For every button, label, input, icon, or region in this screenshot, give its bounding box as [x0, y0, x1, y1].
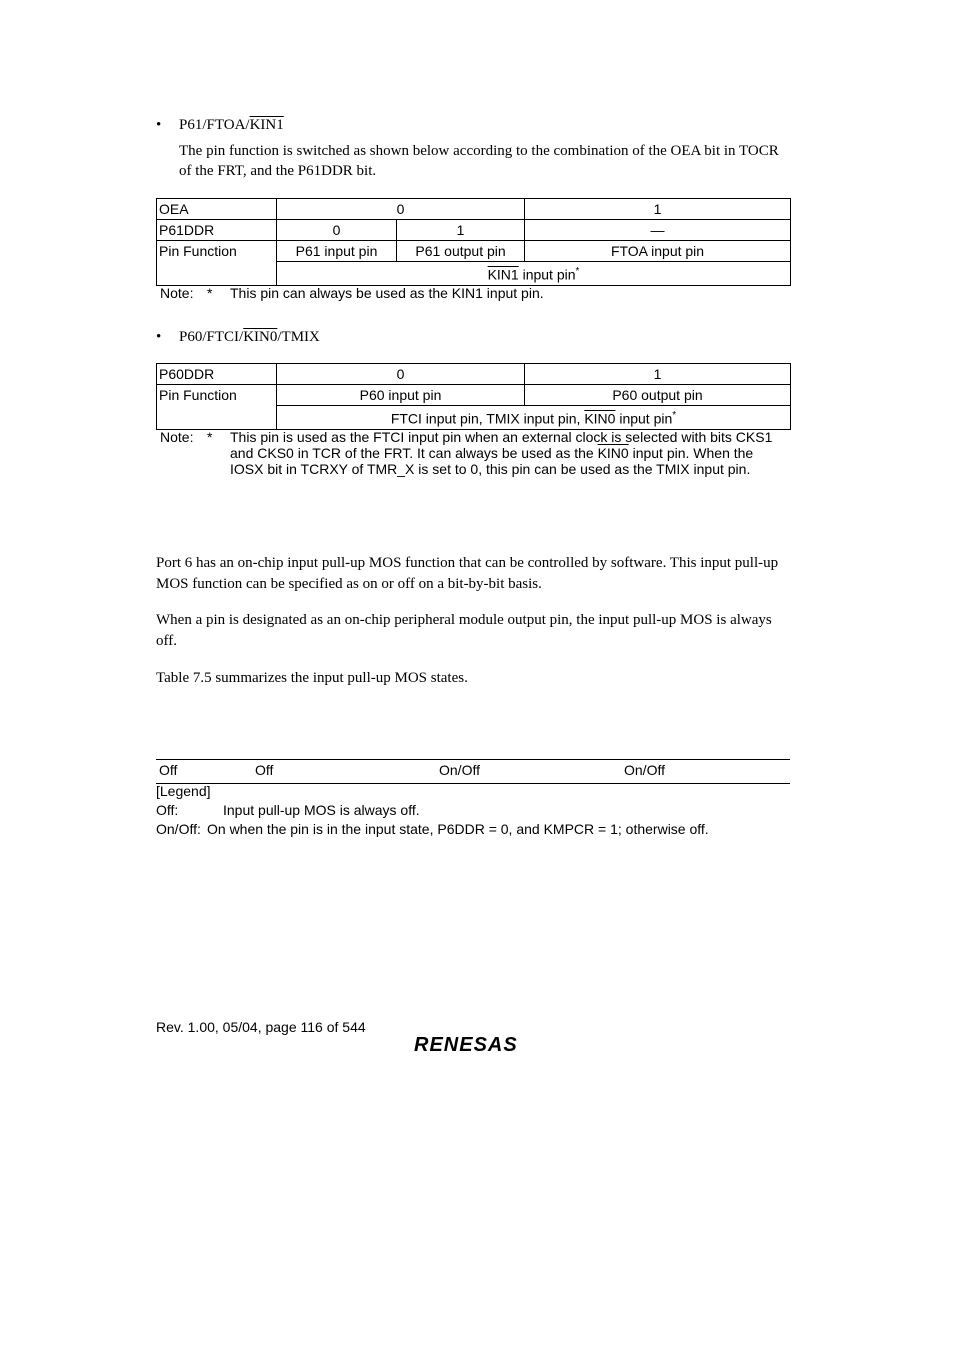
renesas-logo: RENESAS — [414, 1034, 518, 1056]
table-cell-text: input pin — [518, 266, 576, 283]
asterisk-mark: * — [672, 410, 677, 421]
table-cell: Off — [159, 762, 178, 778]
kin1-overline-text: KIN1 — [487, 266, 519, 283]
table-cell-text: input pin — [615, 410, 673, 427]
legend-onoff-key: On/Off: — [156, 821, 201, 837]
table-cell-text: FTCI input pin, TMIX input pin, — [390, 410, 585, 427]
table-cell: Off — [255, 762, 274, 778]
section2-heading-suffix: /TMIX — [277, 329, 320, 345]
section1-description: The pin function is switched as shown below according to the combination of the OEA bit in TOCR of the FRT, and the P61DDR bit. — [179, 143, 779, 179]
section2-note-label: Note: — [160, 429, 194, 445]
legend-off-text: Input pull-up MOS is always off. — [223, 802, 420, 818]
p60-function-table — [156, 363, 791, 430]
table-cell: P60DDR — [157, 364, 277, 385]
paragraph-table-ref: Table 7.5 summarizes the input pull-up MOS states. — [156, 670, 468, 686]
table-cell: P61DDR — [157, 220, 277, 241]
table-cell: 1 — [525, 364, 791, 385]
section2-heading-overline: KIN0 — [243, 329, 278, 345]
note-label: Note: — [160, 285, 194, 301]
note-asterisk: * — [207, 429, 213, 445]
table-row — [157, 241, 791, 262]
table-cell: On/Off — [439, 762, 480, 778]
pullup-state-table — [156, 759, 790, 784]
table-cell: — — [525, 220, 791, 241]
table-cell: P60 input pin — [277, 385, 525, 406]
note-line — [230, 445, 772, 461]
table-row — [157, 199, 791, 220]
paragraph-pullup-output: When a pin is designated as an on-chip peripheral module output pin, the input pull-up MOS is always off. — [156, 612, 772, 649]
kin0-overline-text: KIN0 — [584, 410, 616, 427]
table-cell: FTOA input pin — [525, 241, 791, 262]
legend-title: [Legend] — [156, 783, 211, 799]
asterisk-mark: * — [575, 266, 580, 277]
page-footer-info: Rev. 1.00, 05/04, page 116 of 544 — [156, 1019, 366, 1035]
table-row — [157, 385, 791, 406]
table-cell: Pin Function — [157, 241, 277, 286]
table-cell — [277, 262, 791, 286]
note-line: IOSX bit in TCRXY of TMR_X is set to 0, this pin can be used as the TMIX input pin. — [230, 461, 751, 477]
bullet-icon: • — [156, 117, 162, 133]
section1-heading-prefix: P61/FTOA/ — [179, 117, 250, 133]
table-row — [157, 220, 791, 241]
section1-heading-overline: KIN1 — [249, 117, 284, 133]
table-cell: 1 — [397, 220, 525, 241]
table-cell — [277, 406, 791, 430]
section2-note-text — [230, 429, 772, 477]
table-cell: 0 — [277, 220, 397, 241]
section1-note — [160, 285, 193, 301]
legend-off-key: Off: — [156, 802, 179, 818]
kin0-overline-text: KIN0 — [597, 445, 629, 461]
table-cell: P60 output pin — [525, 385, 791, 406]
table-cell: P61 output pin — [397, 241, 525, 262]
table-cell: On/Off — [624, 762, 665, 778]
table-row — [157, 364, 791, 385]
table-cell: Pin Function — [157, 385, 277, 430]
table-cell: OEA — [157, 199, 277, 220]
p61-function-table — [156, 198, 791, 286]
legend-onoff-text: On when the pin is in the input state, P6DDR = 0, and KMPCR = 1; otherwise off. — [207, 821, 709, 837]
paragraph-pullup-intro: Port 6 has an on-chip input pull-up MOS function that can be controlled by software. This input pull-up MOS function can be specified as on or off on a bit-by-bit basis. — [156, 555, 779, 592]
note-line: This pin is used as the FTCI input pin when an external clock is selected with bits CKS1 — [230, 429, 773, 445]
section1-note-text: This pin can always be used as the KIN1 input pin. — [230, 285, 544, 301]
note-asterisk: * — [207, 285, 213, 301]
table-cell: 1 — [525, 199, 791, 220]
table-cell: 0 — [277, 364, 525, 385]
bullet-icon: • — [156, 329, 162, 345]
table-cell: 0 — [277, 199, 525, 220]
section2-heading-prefix: P60/FTCI/ — [179, 329, 244, 345]
table-cell: P61 input pin — [277, 241, 397, 262]
note-line-text: input pin. When the — [628, 445, 754, 461]
note-line-text: and CKS0 in TCR of the FRT. It can always be used as the — [230, 445, 598, 461]
